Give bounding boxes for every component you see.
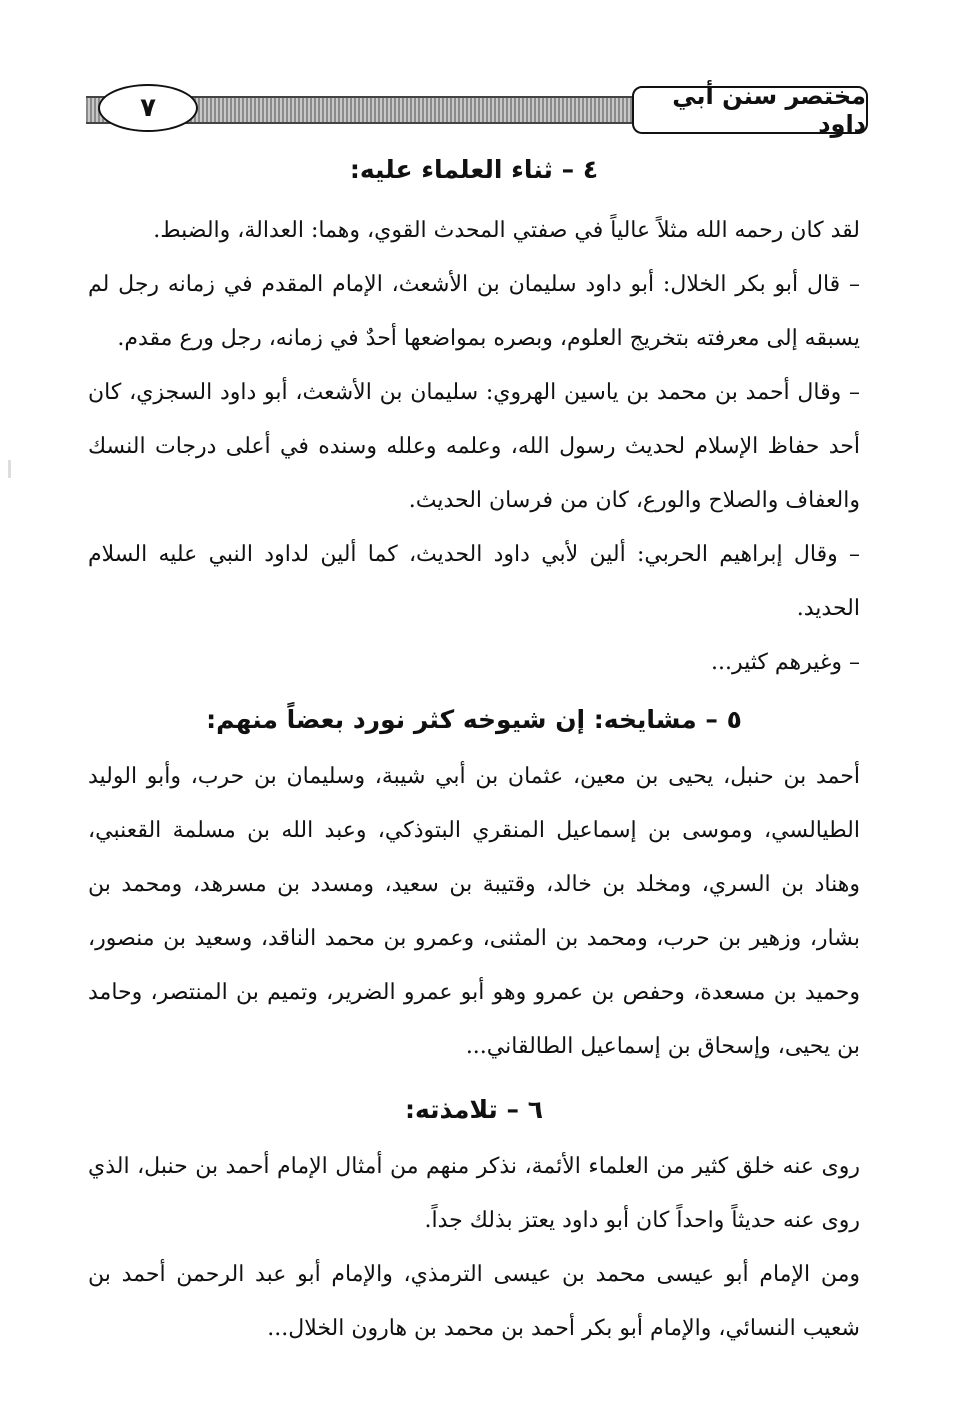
paragraph: – وقال أحمد بن محمد بن ياسين الهروي: سليمان بن الأشعث، أبو داود السجزي، كان أحد حفاظ الإسلام لحديث رسول الله، وعلمه وعلله وسنده في أعلى درجات النسك والعفاف والصلاح والورع، كان من فرسان الحديث. (88, 380, 860, 513)
paragraph: – وغيرهم كثير... (710, 650, 860, 675)
page-number: ٧ (140, 93, 156, 123)
book-title-box (632, 82, 868, 138)
page-header (86, 82, 868, 138)
section-heading-teachers: ٥ – مشايخه: إن شيوخه كثر نورد بعضاً منهم: (206, 705, 742, 734)
paragraph: أحمد بن حنبل، يحيى بن معين، عثمان بن أبي شيبة، وسليمان بن حرب، وأبو الوليد الطيالسي، وموسى بن إسماعيل المنقري البتوذكي، وعبد الله بن مسلمة القعنبي، وهناد بن السري، ومخلد بن خالد، وقتيبة بن سعيد، ومسدد بن مسرهد، ومحمد بن بشار، وزهير بن حرب، ومحمد بن المثنى، وعمرو بن محمد الناقد، وسعيد بن منصور، وحميد بن مسعدة، وحفص بن عمرو وهو أبو عمرو الضرير، وتميم بن المنتصر، وحامد بن يحيى، وإسحاق بن إسماعيل الطالقاني... (88, 764, 860, 1059)
book-title: مختصر سنن أبي داود (672, 82, 866, 138)
section-heading-students: ٦ – تلامذته: (404, 1095, 543, 1124)
paragraph: ومن الإمام أبو عيسى محمد بن عيسى الترمذي، والإمام أبو عبد الرحمن أحمد بن شعيب النسائي، والإمام أبو بكر أحمد بن محمد بن هارون الخلال... (88, 1262, 860, 1341)
section-heading-praise: ٤ – ثناء العلماء عليه: (349, 155, 599, 184)
page-content (88, 140, 860, 1356)
margin-mark (8, 460, 11, 478)
paragraph: – قال أبو بكر الخلال: أبو داود سليمان بن الأشعث، الإمام المقدم في زمانه رجل لم يسبقه إلى معرفته بتخريج العلوم، وبصره بمواضعها أحدٌ في زمانه، رجل ورع مقدم. (88, 272, 860, 351)
paragraph: روى عنه خلق كثير من العلماء الأئمة، نذكر منهم من أمثال الإمام أحمد بن حنبل، الذي روى عنه حديثاً واحداً كان أبو داود يعتز بذلك جداً. (88, 1154, 860, 1233)
paragraph: لقد كان رحمه الله مثلاً عالياً في صفتي المحدث القوي، وهما: العدالة، والضبط. (153, 218, 860, 243)
page-number-badge (98, 84, 198, 132)
paragraph: – وقال إبراهيم الحربي: ألين لأبي داود الحديث، كما ألين لداود النبي عليه السلام الحديد. (88, 542, 860, 621)
